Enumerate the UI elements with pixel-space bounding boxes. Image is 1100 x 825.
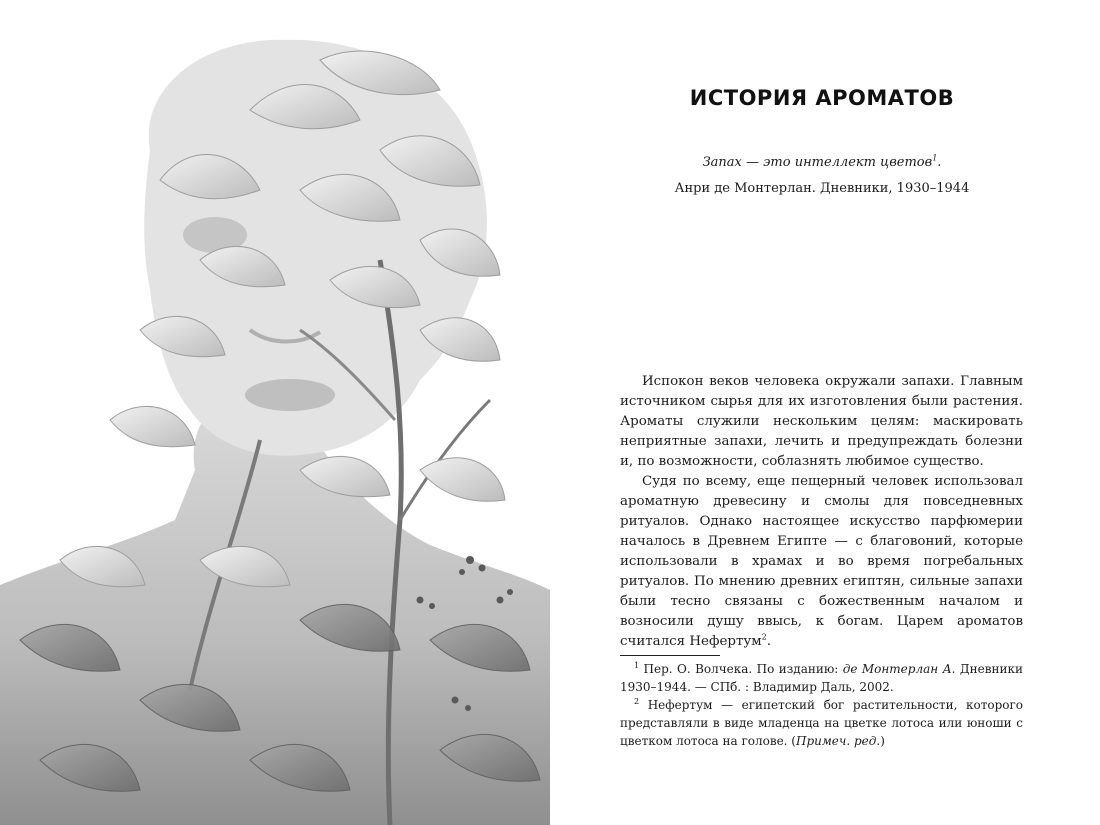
right-page-text bbox=[550, 0, 1100, 825]
footnote-ref-2[interactable]: 2 bbox=[761, 632, 767, 642]
epigraph-source: Анри де Монтерлан. Дневники, 1930–1944 bbox=[674, 181, 970, 196]
footnote-ref-1[interactable]: 1 bbox=[932, 153, 938, 163]
footnote-1: $^1$ Пер. О. Волчека. По изданию: де Монтерлан А. Дневники 1930–1944. — СПб. : Владимир Даль, 2002. bbox=[620, 661, 1024, 694]
paragraph-2: Судя по всему, еще пещерный человек использовал ароматную древесину и смолы для повседневных ритуалов. Однако настоящее искусство парфюмерии началось в Древнем Египте — с благовоний, которые использовали в храмах и во время погребальных ритуалов. По мнению древних египтян, сильные запахи были тесно связаны с божественным началом и возносили душу ввысь, к богам. Царем ароматов считался Нефертум$^2$. bbox=[620, 474, 1023, 649]
footnote-divider bbox=[620, 655, 720, 656]
chapter-title: ИСТОРИЯ АРОМАТОВ bbox=[689, 86, 955, 110]
epigraph bbox=[622, 154, 1022, 198]
epigraph-quote: Запах — это интеллект цветов$^1$. bbox=[702, 153, 942, 170]
paragraph-1: Испокон веков человека окружали запахи. Главным источником сырья для их изготовления были растения. Ароматы служили нескольким целям: маскировать неприятные запахи, лечить и предупреждать болезни и, по возможности, соблазнять любимое существо. bbox=[620, 374, 1023, 469]
footnotes bbox=[620, 660, 1023, 750]
main-text bbox=[620, 372, 1023, 652]
footnote-2: $^2$ Нефертум — египетский бог растительности, которого представляли в виде младенца на цветке лотоса или юноши с цветком лотоса на голове. (Примеч. ред.) bbox=[620, 697, 1023, 748]
